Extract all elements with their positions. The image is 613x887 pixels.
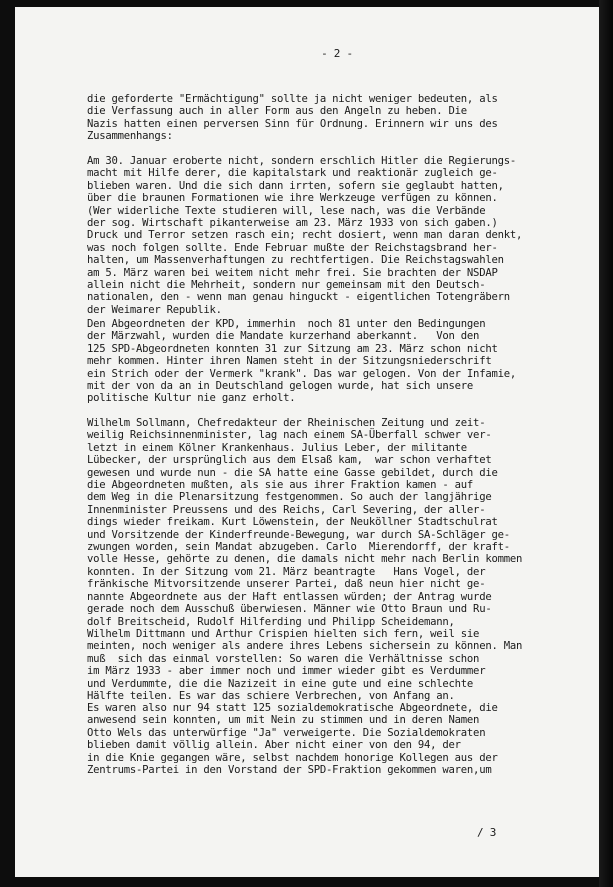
text-line: ein Strich oder der Vermerk "krank". Das war gelogen. Von der Infamie, xyxy=(87,367,516,380)
text-line: Nazis hatten einen perversen Sinn für Ordnung. Erinnern wir uns des xyxy=(87,117,498,130)
text-line: nationalen, den - wenn man genau hinguckt - eigentlichen Totengräbern xyxy=(87,291,510,304)
text-line: Wilhelm Sollmann, Chefredakteur der Rheinischen Zeitung und zeit- xyxy=(87,417,486,429)
text-line: mit der von da an in Deutschland gelogen wurde, hat sich unsere xyxy=(87,380,474,393)
text-line: der sog. Wirtschaft pikanterweise am 23. März 1933 von sich gaben.) xyxy=(87,217,498,230)
text-line: volle Hesse, gehörte zu denen, die damals nicht mehr nach Berlin kommen xyxy=(87,553,523,566)
text-line: allein nicht die Mehrheit, sondern nur gemeinsam mit den Deutsch- xyxy=(87,279,486,292)
text-line: letzt in einem Kölner Krankenhaus. Julius Leber, der militante xyxy=(87,441,467,454)
text-line: der Märzwahl, wurden die Mandate kurzerhand aberkannt. Von den xyxy=(87,330,480,343)
text-line: Hälfte teilen. Es war das schiere Verbrechen, von Anfang an. xyxy=(87,689,455,702)
paragraph-1 xyxy=(87,93,587,143)
text-line: mehr kommen. Hinter ihren Namen steht in der Sitzungsniederschrift xyxy=(87,355,492,368)
text-line: gewesen und wurde nun - die SA hatte eine Gasse gebildet, durch die xyxy=(87,466,498,479)
text-line: die geforderte "Ermächtigung" sollte ja nicht weniger bedeuten, als xyxy=(87,93,498,105)
text-line: macht mit Hilfe derer, die kapitalstark und reaktionär zugleich ge- xyxy=(87,167,498,180)
text-line: dem Weg in die Plenarsitzung festgenommen. So auch der langjährige xyxy=(87,491,492,504)
page-number: - 2 - xyxy=(321,47,353,60)
text-line: Zentrums-Partei in den Vorstand der SPD-Fraktion gekommen waren,um xyxy=(87,764,492,777)
paragraph-2 xyxy=(87,155,587,316)
paragraph-3 xyxy=(87,318,587,405)
text-line: Am 30. Januar eroberte nicht, sondern erschlich Hitler die Regierungs- xyxy=(87,155,516,167)
text-line: politische Kultur nie ganz erholt. xyxy=(87,392,296,405)
text-line: halten, um Massenverhaftungen zu rechtfertigen. Die Reichstagswahlen xyxy=(87,254,504,267)
text-line: 125 SPD-Abgeordneten konnten 31 zur Sitzung am 23. März schon nicht xyxy=(87,342,498,355)
text-line: konnten. In der Sitzung vom 21. März beantragte Hans Vogel, der xyxy=(87,565,486,578)
text-line: und Vorsitzende der Kinderfreunde-Bewegung, war durch SA-Schläger ge- xyxy=(87,528,510,541)
text-line: in die Knie gegangen wäre, selbst nachdem honorige Kollegen aus der xyxy=(87,751,498,764)
text-line: Wilhelm Dittmann und Arthur Crispien hielten sich fern, weil sie xyxy=(87,627,480,640)
text-line: Otto Wels das unterwürfige "Ja" verweigerte. Die Sozialdemokraten xyxy=(87,726,486,739)
text-line: nannte Abgeordnete aus der Haft entlassen würden; der Antrag wurde xyxy=(87,590,492,603)
text-line: Innenminister Preussens und des Reichs, Carl Severing, der aller- xyxy=(87,503,486,516)
paragraph-4 xyxy=(87,417,587,702)
text-line: weilig Reichsinnenminister, lag nach einem SA-Überfall schwer ver- xyxy=(87,429,492,442)
text-line: dolf Breitscheid, Rudolf Hilferding und Philipp Scheidemann, xyxy=(87,615,455,628)
text-line: zwungen worden, sein Mandat abzugeben. Carlo Mierendorff, der kraft- xyxy=(87,541,510,554)
text-line: Den Abgeordneten der KPD, immerhin noch 81 unter den Bedingungen xyxy=(87,318,486,330)
continuation-mark: / 3 xyxy=(477,826,497,839)
text-line: Es waren also nur 94 statt 125 sozialdemokratische Abgeordnete, die xyxy=(87,702,498,714)
text-line: und Verdummte, die die Nazizeit in eine gute und eine schlechte xyxy=(87,677,474,690)
text-line: die Verfassung auch in aller Form aus den Angeln zu heben. Die xyxy=(87,105,467,118)
scan-edge xyxy=(599,0,613,887)
text-line: gerade noch dem Ausschuß überwiesen. Männer wie Otto Braun und Ru- xyxy=(87,603,492,616)
text-line: anwesend sein konnten, um mit Nein zu stimmen und in deren Namen xyxy=(87,714,480,727)
text-line: blieben waren. Und die sich dann irrten, sofern sie geglaubt hatten, xyxy=(87,179,504,192)
text-line: was noch folgen sollte. Ende Februar mußte der Reichstagsbrand her- xyxy=(87,241,498,254)
text-line: muß sich das einmal vorstellen: So waren die Verhältnisse schon xyxy=(87,652,480,665)
text-line: im März 1933 - aber immer noch und immer wieder gibt es Verdummer xyxy=(87,665,486,678)
text-line: blieben damit völlig allein. Aber nicht einer von den 94, der xyxy=(87,739,461,752)
text-line: über die braunen Formationen wie ihre Werkzeuge verfügen zu können. xyxy=(87,192,498,205)
text-line: Druck und Terror setzen rasch ein; recht dosiert, wenn man daran denkt, xyxy=(87,229,523,242)
text-line: meinten, noch weniger als andere ihres Lebens sichersein zu können. Man xyxy=(87,640,523,653)
text-line: der Weimarer Republik. xyxy=(87,303,222,316)
text-line: Zusammenhangs: xyxy=(87,130,173,143)
paragraph-5 xyxy=(87,702,587,776)
text-line: fränkische Mitvorsitzende unserer Partei, daß neun hier nicht ge- xyxy=(87,578,486,591)
document-page xyxy=(15,7,599,877)
text-line: dings wieder freikam. Kurt Löwenstein, der Neuköllner Stadtschulrat xyxy=(87,516,498,529)
text-line: die Abgeordneten mußten, als sie aus ihrer Fraktion kamen - auf xyxy=(87,479,474,492)
text-line: Lübecker, der ursprünglich aus dem Elsaß kam, war schon verhaftet xyxy=(87,454,492,467)
text-line: am 5. März waren bei weitem nicht mehr frei. Sie brachten der NSDAP xyxy=(87,266,498,279)
text-line: (Wer widerliche Texte studieren will, lese nach, was die Verbände xyxy=(87,204,486,217)
